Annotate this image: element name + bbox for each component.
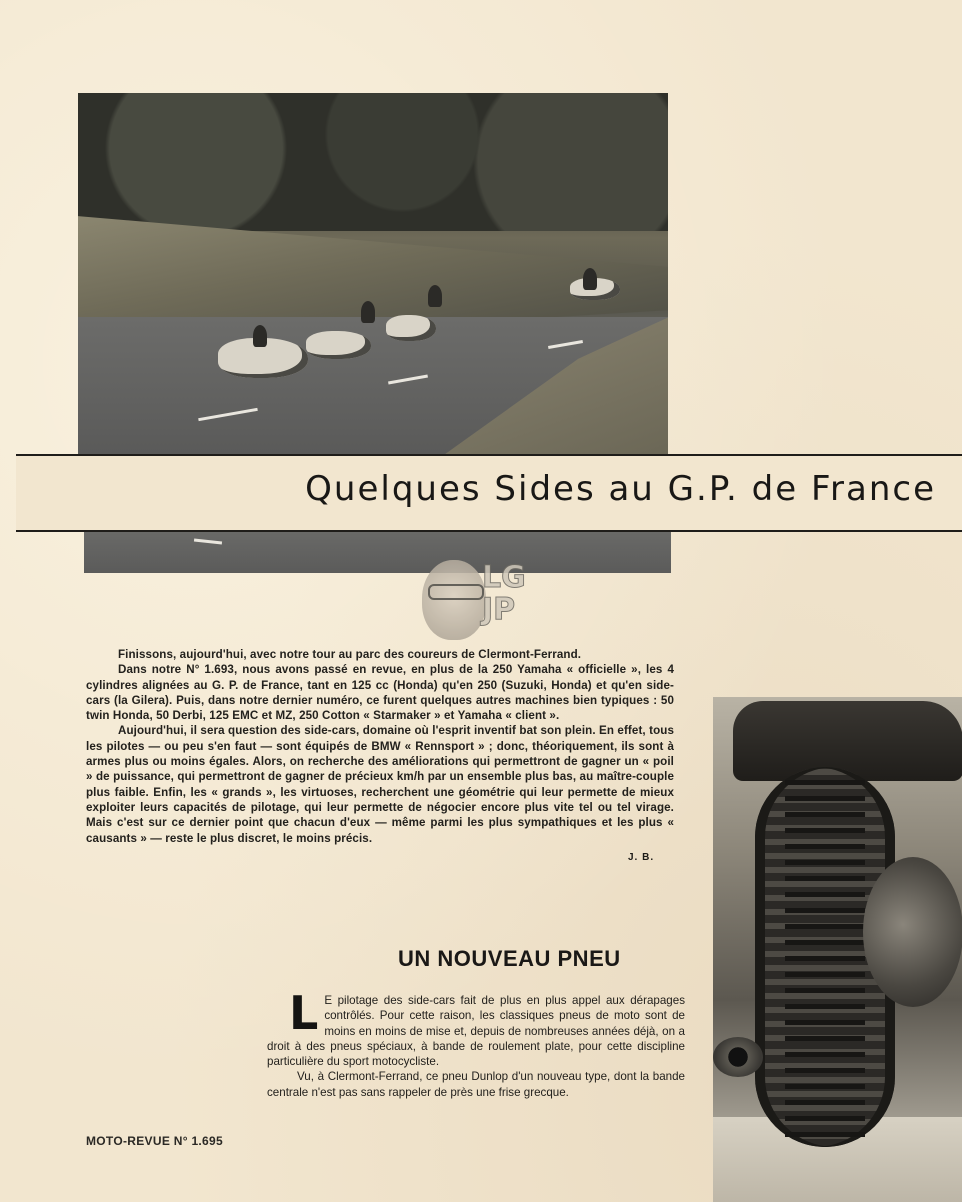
photo-trees xyxy=(78,93,668,231)
tire-photo-tread xyxy=(785,777,865,1137)
rider-4 xyxy=(583,268,597,290)
section-paragraph: Vu, à Clermont-Ferrand, ce pneu Dunlop d'un nouveau type, dont la bande centrale n'est pas sans rappeler de près une frise grecque. xyxy=(267,1070,685,1099)
road-marking xyxy=(194,539,222,545)
tire-photo xyxy=(713,697,962,1202)
article-paragraph: Dans notre N° 1.693, nous avons passé en revue, en plus de la 250 Yamaha « officielle », les 4 cylindres alignées au G. P. de France, tant en 125 cc (Honda) qu'en 250 (Suzuki, Honda) et qu'en side-cars (la Gilera). Puis, dans notre dernier numéro, ce furent quelques autres machines bien typiques : 50 twin Honda, 50 Derbi, 125 EMC et MZ, 250 Cotton « Starmaker » et Yamaha « client ». xyxy=(86,663,674,723)
article-paragraph: Finissons, aujourd'hui, avec notre tour au parc des coureurs de Clermont-Ferrand. xyxy=(118,648,582,661)
lg-jp-watermark xyxy=(418,556,542,646)
tire-photo-fender xyxy=(733,701,962,781)
watermark-glasses-icon xyxy=(428,584,484,600)
article-signature: J. B. xyxy=(628,852,655,863)
section-body xyxy=(267,986,685,1100)
issue-footer: MOTO-REVUE N° 1.695 xyxy=(86,1134,223,1148)
tire-photo-hub xyxy=(863,857,962,1007)
page-title: Quelques Sides au G.P. de France xyxy=(305,469,936,509)
section-subtitle: UN NOUVEAU PNEU xyxy=(398,946,621,971)
sidecar-2 xyxy=(306,331,371,359)
rider-3 xyxy=(428,285,442,307)
article-body xyxy=(86,647,674,846)
race-photo-strip xyxy=(84,530,671,573)
watermark-face-icon xyxy=(422,560,486,640)
watermark-letters: LG JP xyxy=(482,560,526,627)
sidecar-3 xyxy=(386,315,436,341)
tire-photo-exhaust xyxy=(713,1037,763,1077)
title-band xyxy=(16,456,962,530)
article-paragraph: Aujourd'hui, il sera question des side-cars, domaine où l'esprit inventif bat son plein. En effet, tous les pilotes — ou peu s'en faut — sont équipés de BMW « Rennsport » ; donc, théoriquement, ils sont à armes plus ou moins égales. Alors, on recherche des améliorations qui permettront de gagner un « poil » de puissance, qui permettront de gagner de précieux km/h par un ensemble plus bas, au maître-couple plus faible. Enfin, les « grands », les virtuoses, recherchent une géométrie qui leur permette de mieux exploiter leurs capacités de pilotage, qui leur permette de négocier encore plus vite tel ou tel virage. Mais c'est sur ce dernier point que chacun d'eux — même parmi les plus sympathiques et les plus « causants » — reste le plus discret, le moins précis. xyxy=(86,724,674,845)
race-photo xyxy=(78,93,668,455)
rider-1 xyxy=(253,325,267,347)
section-paragraph-text: E pilotage des side-cars fait de plus en plus appel aux dérapages contrôlés. Pour cette raison, les classiques pneus de moto sont de moins en moins de mise et, depuis de nombreuses années déjà, on a droit à des pneus spéciaux, à bande de roulement plate, pour cette discipline particulière du sport motocycliste. xyxy=(267,994,685,1069)
rider-2 xyxy=(361,301,375,323)
drop-cap: L xyxy=(289,986,319,1040)
title-rule-bottom xyxy=(16,530,962,532)
section-paragraph xyxy=(267,986,685,1069)
